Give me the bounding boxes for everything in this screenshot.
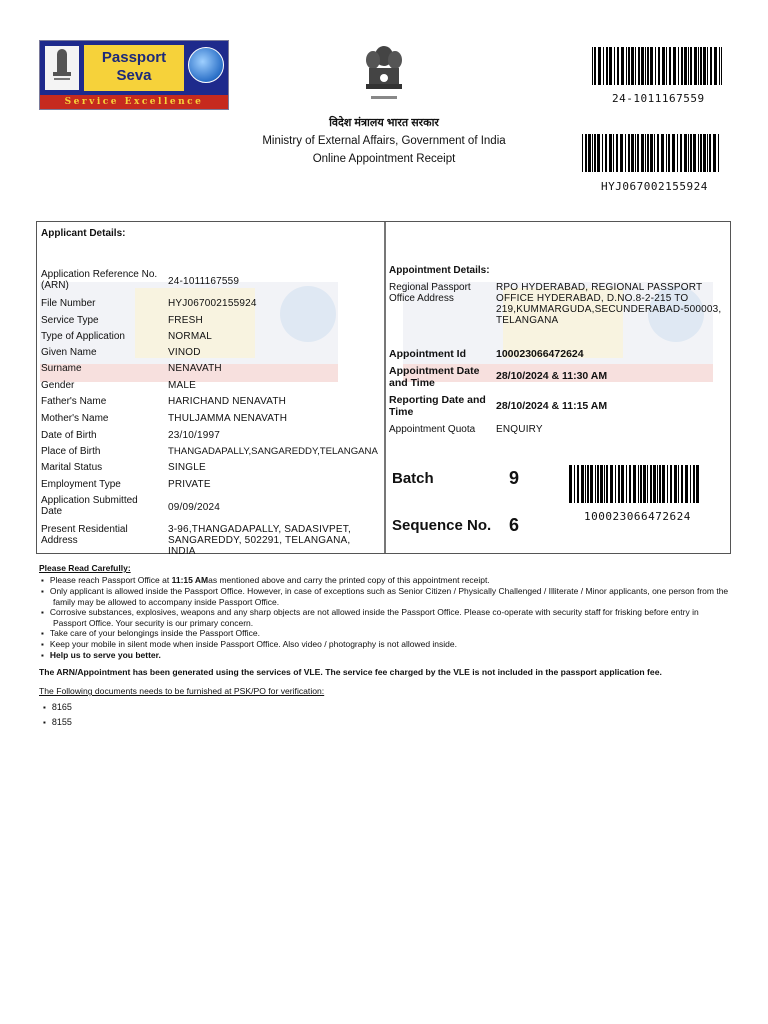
barcode-bar: [594, 47, 596, 85]
sequence-value: 6: [509, 515, 520, 535]
barcode-bar: [621, 47, 624, 85]
barcode-bar: [688, 47, 689, 85]
office-address-value: RPO HYDERABAD, REGIONAL PASSPORT OFFICE HYDERABAD, D.NO.8-2-215 TO 219,KUMMARGUDA,SECUNDERABAD-500003, TELANGANA: [496, 282, 722, 326]
appointment-id-label: Appointment Id: [389, 348, 466, 360]
barcode-bar: [605, 134, 607, 172]
instruction-item: [41, 575, 733, 586]
barcode-bar: [659, 465, 661, 503]
barcode-bar: [703, 134, 706, 172]
globe-icon: [188, 47, 224, 83]
appointment-quota-label: Appointment Quota: [389, 424, 476, 435]
instruction-text: Please reach Passport Office at: [49, 575, 172, 585]
barcode-bar: [609, 47, 612, 85]
barcode-bar: [621, 465, 624, 503]
submitted-date-label: Application Submitted Date: [41, 495, 138, 517]
barcode-bar: [597, 134, 600, 172]
barcode-bar: [631, 47, 634, 85]
barcode-bar: [581, 465, 584, 503]
office-address-label: Regional Passport Office Address: [389, 282, 471, 304]
appointment-details-heading: Appointment Details:: [389, 265, 490, 276]
hindi-title: विदेश मंत्रालय भारत सरकार: [329, 117, 439, 129]
emblem-icon: [45, 46, 79, 90]
barcode-bar: [672, 134, 675, 172]
barcode-bar: [582, 134, 583, 172]
appointment-id-value: 100023066472624: [496, 348, 584, 360]
barcode-bar: [645, 47, 646, 85]
barcode-bar: [647, 47, 649, 85]
mother-name-label: Mother's Name: [41, 413, 109, 424]
file-number-value: HYJ067002155924: [168, 298, 257, 309]
arn-value: 24-1011167559: [168, 276, 240, 287]
file-number-label: File Number: [41, 298, 96, 309]
barcode-bar: [638, 465, 639, 503]
barcode-bar: [587, 465, 589, 503]
instruction-text: as mentioned above and carry the printed copy of this appointment receipt.: [208, 575, 490, 585]
barcode-bar: [594, 134, 596, 172]
barcode-bar: [598, 47, 601, 85]
barcode-bar: [602, 134, 603, 172]
document-item: ▪ 8165: [43, 700, 72, 715]
instruction-item: [41, 639, 733, 650]
barcode-bar: [569, 465, 572, 503]
barcode-bar: [631, 134, 634, 172]
barcode-bar: [638, 47, 640, 85]
barcode-bar: [674, 465, 677, 503]
barcode-bar: [718, 134, 719, 172]
barcode-bar: [690, 134, 692, 172]
barcode-bar: [600, 465, 603, 503]
reporting-time-emphasis: 11:15 AM: [171, 575, 209, 585]
barcode-bar: [707, 47, 708, 85]
barcode-bar: [681, 47, 683, 85]
barcode-bar: [698, 47, 699, 85]
barcode-bar: [666, 47, 667, 85]
barcode-bar: [585, 465, 586, 503]
sequence-label: Sequence No.: [392, 517, 492, 534]
documents-heading: The Following documents needs to be furnished at PSK/PO for verification:: [39, 686, 325, 696]
file-number-barcode-text: HYJ067002155924: [601, 180, 708, 193]
service-type-label: Service Type: [41, 315, 99, 326]
file-number-barcode: [582, 134, 720, 172]
instruction-text: Only applicant is allowed inside the Passport Office. However, in case of exceptions such as Senior Citizen / Physically Challenged / Illiterate / Minor applicants, one person from the family may be allowed to accompany inside Passport Office.: [49, 586, 729, 607]
reporting-datetime-value: 28/10/2024 & 11:15 AM: [496, 400, 608, 412]
batch-value: 9: [509, 468, 520, 488]
appointment-datetime-value: 28/10/2024 & 11:30 AM: [496, 370, 608, 382]
barcode-bar: [626, 47, 627, 85]
receipt-title: Online Appointment Receipt: [312, 153, 456, 165]
marital-status-label: Marital Status: [41, 462, 103, 473]
national-emblem-icon: [361, 42, 407, 110]
barcode-bar: [685, 465, 688, 503]
barcode-bar: [635, 134, 636, 172]
instruction-item: [41, 586, 733, 607]
barcode-bar: [635, 47, 636, 85]
given-name-value: VINOD: [168, 347, 201, 358]
barcode-bar: [628, 134, 630, 172]
passport-seva-logo: [39, 40, 229, 110]
applicant-details-heading: Applicant Details:: [41, 228, 126, 239]
barcode-bar: [678, 47, 679, 85]
employment-type-value: PRIVATE: [168, 479, 211, 490]
barcode-bar: [610, 465, 613, 503]
barcode-bar: [713, 134, 716, 172]
barcode-bar: [696, 465, 699, 503]
barcode-bar: [654, 134, 655, 172]
instruction-item: [41, 628, 733, 639]
barcode-bar: [604, 465, 605, 503]
barcode-bar: [628, 47, 630, 85]
barcode-bar: [633, 465, 636, 503]
barcode-bar: [574, 465, 575, 503]
barcode-bar: [640, 465, 642, 503]
barcode-bar: [703, 47, 706, 85]
barcode-bar: [673, 47, 676, 85]
barcode-bar: [592, 47, 593, 85]
father-name-label: Father's Name: [41, 396, 107, 407]
employment-type-label: Employment Type: [41, 479, 121, 490]
barcode-bar: [694, 47, 697, 85]
barcode-bar: [645, 134, 646, 172]
barcode-bar: [641, 47, 644, 85]
gender-label: Gender: [41, 380, 75, 391]
arn-barcode-text: 24-1011167559: [612, 92, 705, 105]
barcode-bar: [606, 47, 608, 85]
barcode-bar: [669, 47, 671, 85]
dob-value: 23/10/1997: [168, 430, 221, 441]
marital-status-value: SINGLE: [168, 462, 206, 473]
barcode-bar: [643, 465, 646, 503]
instruction-item: [41, 607, 733, 628]
barcode-bar: [657, 465, 658, 503]
logo-band: Service Excellence: [40, 95, 228, 109]
barcode-bar: [590, 465, 593, 503]
barcode-bar: [626, 465, 627, 503]
barcode-bar: [693, 465, 695, 503]
barcode-bar: [585, 134, 587, 172]
logo-title-line2: Seva: [116, 67, 152, 84]
batch-label: Batch: [392, 470, 434, 487]
barcode-bar: [666, 134, 667, 172]
barcode-bar: [603, 47, 604, 85]
instruction-item: [41, 650, 733, 661]
barcode-bar: [709, 134, 711, 172]
vle-note: The ARN/Appointment has been generated using the services of VLE. The service fee charged by the VLE is not included in the passport application fee.: [39, 667, 662, 677]
barcode-bar: [650, 134, 653, 172]
appointment-quota-value: ENQUIRY: [496, 424, 543, 435]
barcode-bar: [650, 465, 652, 503]
place-of-birth-label: Place of Birth: [41, 446, 101, 457]
barcode-bar: [653, 465, 656, 503]
barcode-bar: [620, 134, 623, 172]
appointment-barcode: [569, 465, 699, 503]
submitted-date-value: 09/09/2024: [168, 502, 221, 513]
address-label: Present Residential Address: [41, 524, 128, 546]
barcode-bar: [629, 465, 631, 503]
barcode-bar: [657, 134, 659, 172]
barcode-bar: [688, 134, 689, 172]
instruction-text: Help us to serve you better.: [49, 650, 161, 660]
barcode-bar: [678, 465, 679, 503]
barcode-bar: [684, 134, 687, 172]
barcode-bar: [721, 47, 722, 85]
address-value: 3-96,THANGADAPALLY, SADASIVPET, SANGAREDDY, 502291, TELANGANA, INDIA: [168, 524, 351, 557]
barcode-bar: [707, 134, 708, 172]
barcode-bar: [641, 134, 644, 172]
surname-label: Surname: [41, 363, 82, 374]
mother-name-value: THULJAMMA NENAVATH: [168, 413, 288, 424]
dob-label: Date of Birth: [41, 430, 97, 441]
barcode-bar: [592, 134, 593, 172]
logo-title: [84, 45, 184, 91]
barcode-bar: [667, 465, 668, 503]
barcode-bar: [625, 134, 626, 172]
barcode-bar: [647, 465, 648, 503]
place-of-birth-value: THANGADAPALLY,SANGAREDDY,TELANGANA: [168, 446, 378, 457]
barcode-bar: [606, 465, 608, 503]
barcode-bar: [577, 465, 579, 503]
given-name-label: Given Name: [41, 347, 97, 358]
barcode-bar: [609, 134, 612, 172]
barcode-bar: [719, 47, 720, 85]
logo-title-line1: Passport: [101, 49, 167, 66]
barcode-bar: [618, 465, 620, 503]
barcode-bar: [614, 47, 615, 85]
barcode-bar: [670, 465, 672, 503]
appointment-barcode-text: 100023066472624: [584, 510, 691, 523]
surname-value: NENAVATH: [168, 363, 222, 374]
barcode-bar: [714, 47, 717, 85]
barcode-bar: [597, 465, 599, 503]
appointment-datetime-label: Appointment Date and Time: [389, 365, 480, 389]
barcode-bar: [617, 47, 619, 85]
barcode-bar: [661, 134, 664, 172]
instructions-list: [41, 575, 733, 661]
reporting-datetime-label: Reporting Date and Time: [389, 394, 486, 418]
barcode-bar: [595, 465, 596, 503]
application-type-value: NORMAL: [168, 331, 212, 342]
barcode-bar: [613, 134, 614, 172]
barcode-bar: [637, 134, 639, 172]
arn-label: Application Reference No. (ARN): [41, 269, 158, 291]
barcode-bar: [616, 134, 618, 172]
barcode-bar: [677, 134, 678, 172]
barcode-bar: [680, 134, 682, 172]
barcode-bar: [690, 47, 692, 85]
barcode-bar: [693, 134, 696, 172]
arn-barcode: [592, 47, 722, 85]
column-divider: [384, 222, 386, 553]
barcode-bar: [684, 47, 687, 85]
application-type-label: Type of Application: [41, 331, 125, 342]
barcode-bar: [698, 134, 699, 172]
instruction-text: Corrosive substances, explosives, weapons and any sharp objects are not allowed inside the Passport Office. Please co-operate with security staff for frisking before entry in Passport Office. Your security is our primary concern.: [49, 607, 699, 628]
barcode-bar: [615, 465, 616, 503]
read-carefully-heading: Please Read Carefully:: [39, 563, 131, 573]
barcode-bar: [650, 47, 653, 85]
barcode-bar: [658, 47, 660, 85]
barcode-bar: [681, 465, 683, 503]
barcode-bar: [662, 47, 665, 85]
document-item: ▪ 8155: [43, 715, 72, 730]
barcode-bar: [647, 134, 649, 172]
ministry-title: Ministry of External Affairs, Government of India: [262, 135, 506, 147]
gender-value: MALE: [168, 380, 197, 391]
barcode-bar: [690, 465, 691, 503]
instruction-text: Take care of your belongings inside the Passport Office.: [49, 628, 260, 638]
barcode-bar: [700, 134, 702, 172]
barcode-bar: [588, 134, 591, 172]
barcode-bar: [700, 47, 702, 85]
barcode-bar: [710, 47, 712, 85]
service-type-value: FRESH: [168, 315, 203, 326]
instruction-text: Keep your mobile in silent mode when inside Passport Office. Also video / photography is not allowed inside.: [49, 639, 457, 649]
father-name-value: HARICHAND NENAVATH: [168, 396, 287, 407]
barcode-bar: [668, 134, 670, 172]
barcode-bar: [662, 465, 665, 503]
barcode-bar: [655, 47, 656, 85]
documents-list: [43, 700, 72, 730]
